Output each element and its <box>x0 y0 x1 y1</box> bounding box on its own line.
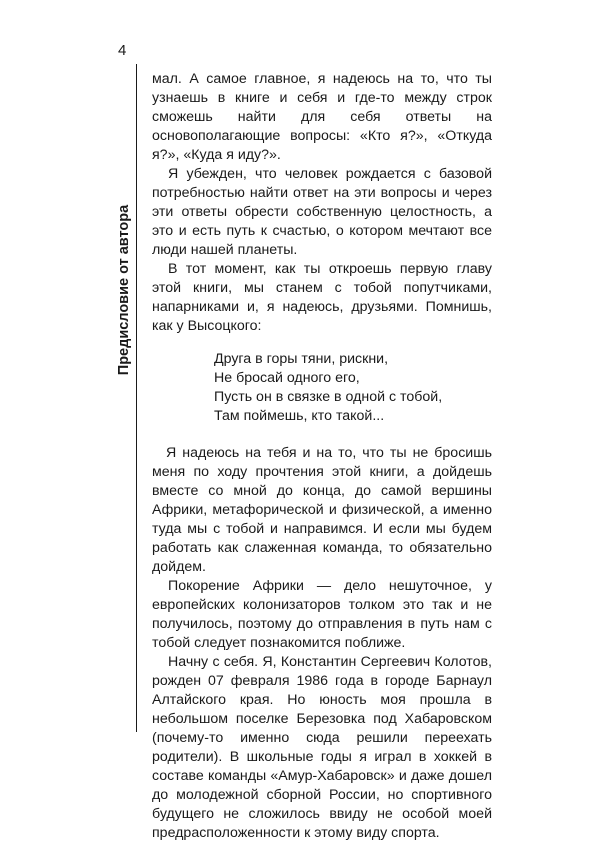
paragraph: В тот момент, как ты откроешь первую главу этой книги, мы станем с тобой попутчиками, напарниками и, я надеюсь, друзьями. Помнишь, как у Высоцкого: <box>152 261 492 334</box>
body-text <box>152 70 492 843</box>
poem-line: Пусть он в связке в одной с тобой, <box>214 389 443 405</box>
paragraph: Начну с себя. Я, Константин Сергеевич Колотов, рожден 07 февраля 1986 года в городе Барнаул Алтайского края. Но юность моя прошла в небольшом поселке Березовка под Хабаровском (почему-то именно сюда решили переехать родители). В школьные годы я играл в хоккей в составе команды «Амур-Хабаровск» и даже дошел до молодежной сборной России, но спортивного будущего не сложилось ввиду не особой моей предрасположенности к этому виду спорта. <box>152 654 492 841</box>
paragraph: Покорение Африки — дело нешуточное, у европейских колонизаторов толком это так и не получилось, поэтому до отправления в путь нам с тобой следует познакомится поближе. <box>152 578 492 651</box>
poem-line: Там поймешь, кто такой... <box>214 408 385 424</box>
poem-line: Друга в горы тяни, рискни, <box>214 351 389 367</box>
paragraph: Я надеюсь на тебя и на то, что ты не бросишь меня по ходу прочтения этой книги, а дойдешь вместе со мной до конца, до самой вершины Африки, метафорической и физической, а именно туда мы с тобой и направимся. И если мы будем работать как слаженная команда, то обязательно дойдем. <box>152 445 492 575</box>
paragraph: мал. А самое главное, я надеюсь на то, что ты узнаешь в книге и себя и где-то между строк сможешь найти для себя ответы на основополагающие вопросы: «Кто я?», «Откуда я?», «Куда я иду?». <box>152 71 492 163</box>
poem-quote <box>214 350 492 426</box>
paragraph: Я убежден, что человек рождается с базовой потребностью найти ответ на эти вопросы и через эти ответы обрести собственную целостность, а это и есть путь к счастью, о котором мечтают все люди нашей планеты. <box>152 166 492 258</box>
running-head-text: Предисловие от автора <box>116 204 132 376</box>
poem-line: Не бросай одного его, <box>214 370 360 386</box>
page-number: 4 <box>118 42 127 59</box>
margin-rule <box>136 64 137 732</box>
